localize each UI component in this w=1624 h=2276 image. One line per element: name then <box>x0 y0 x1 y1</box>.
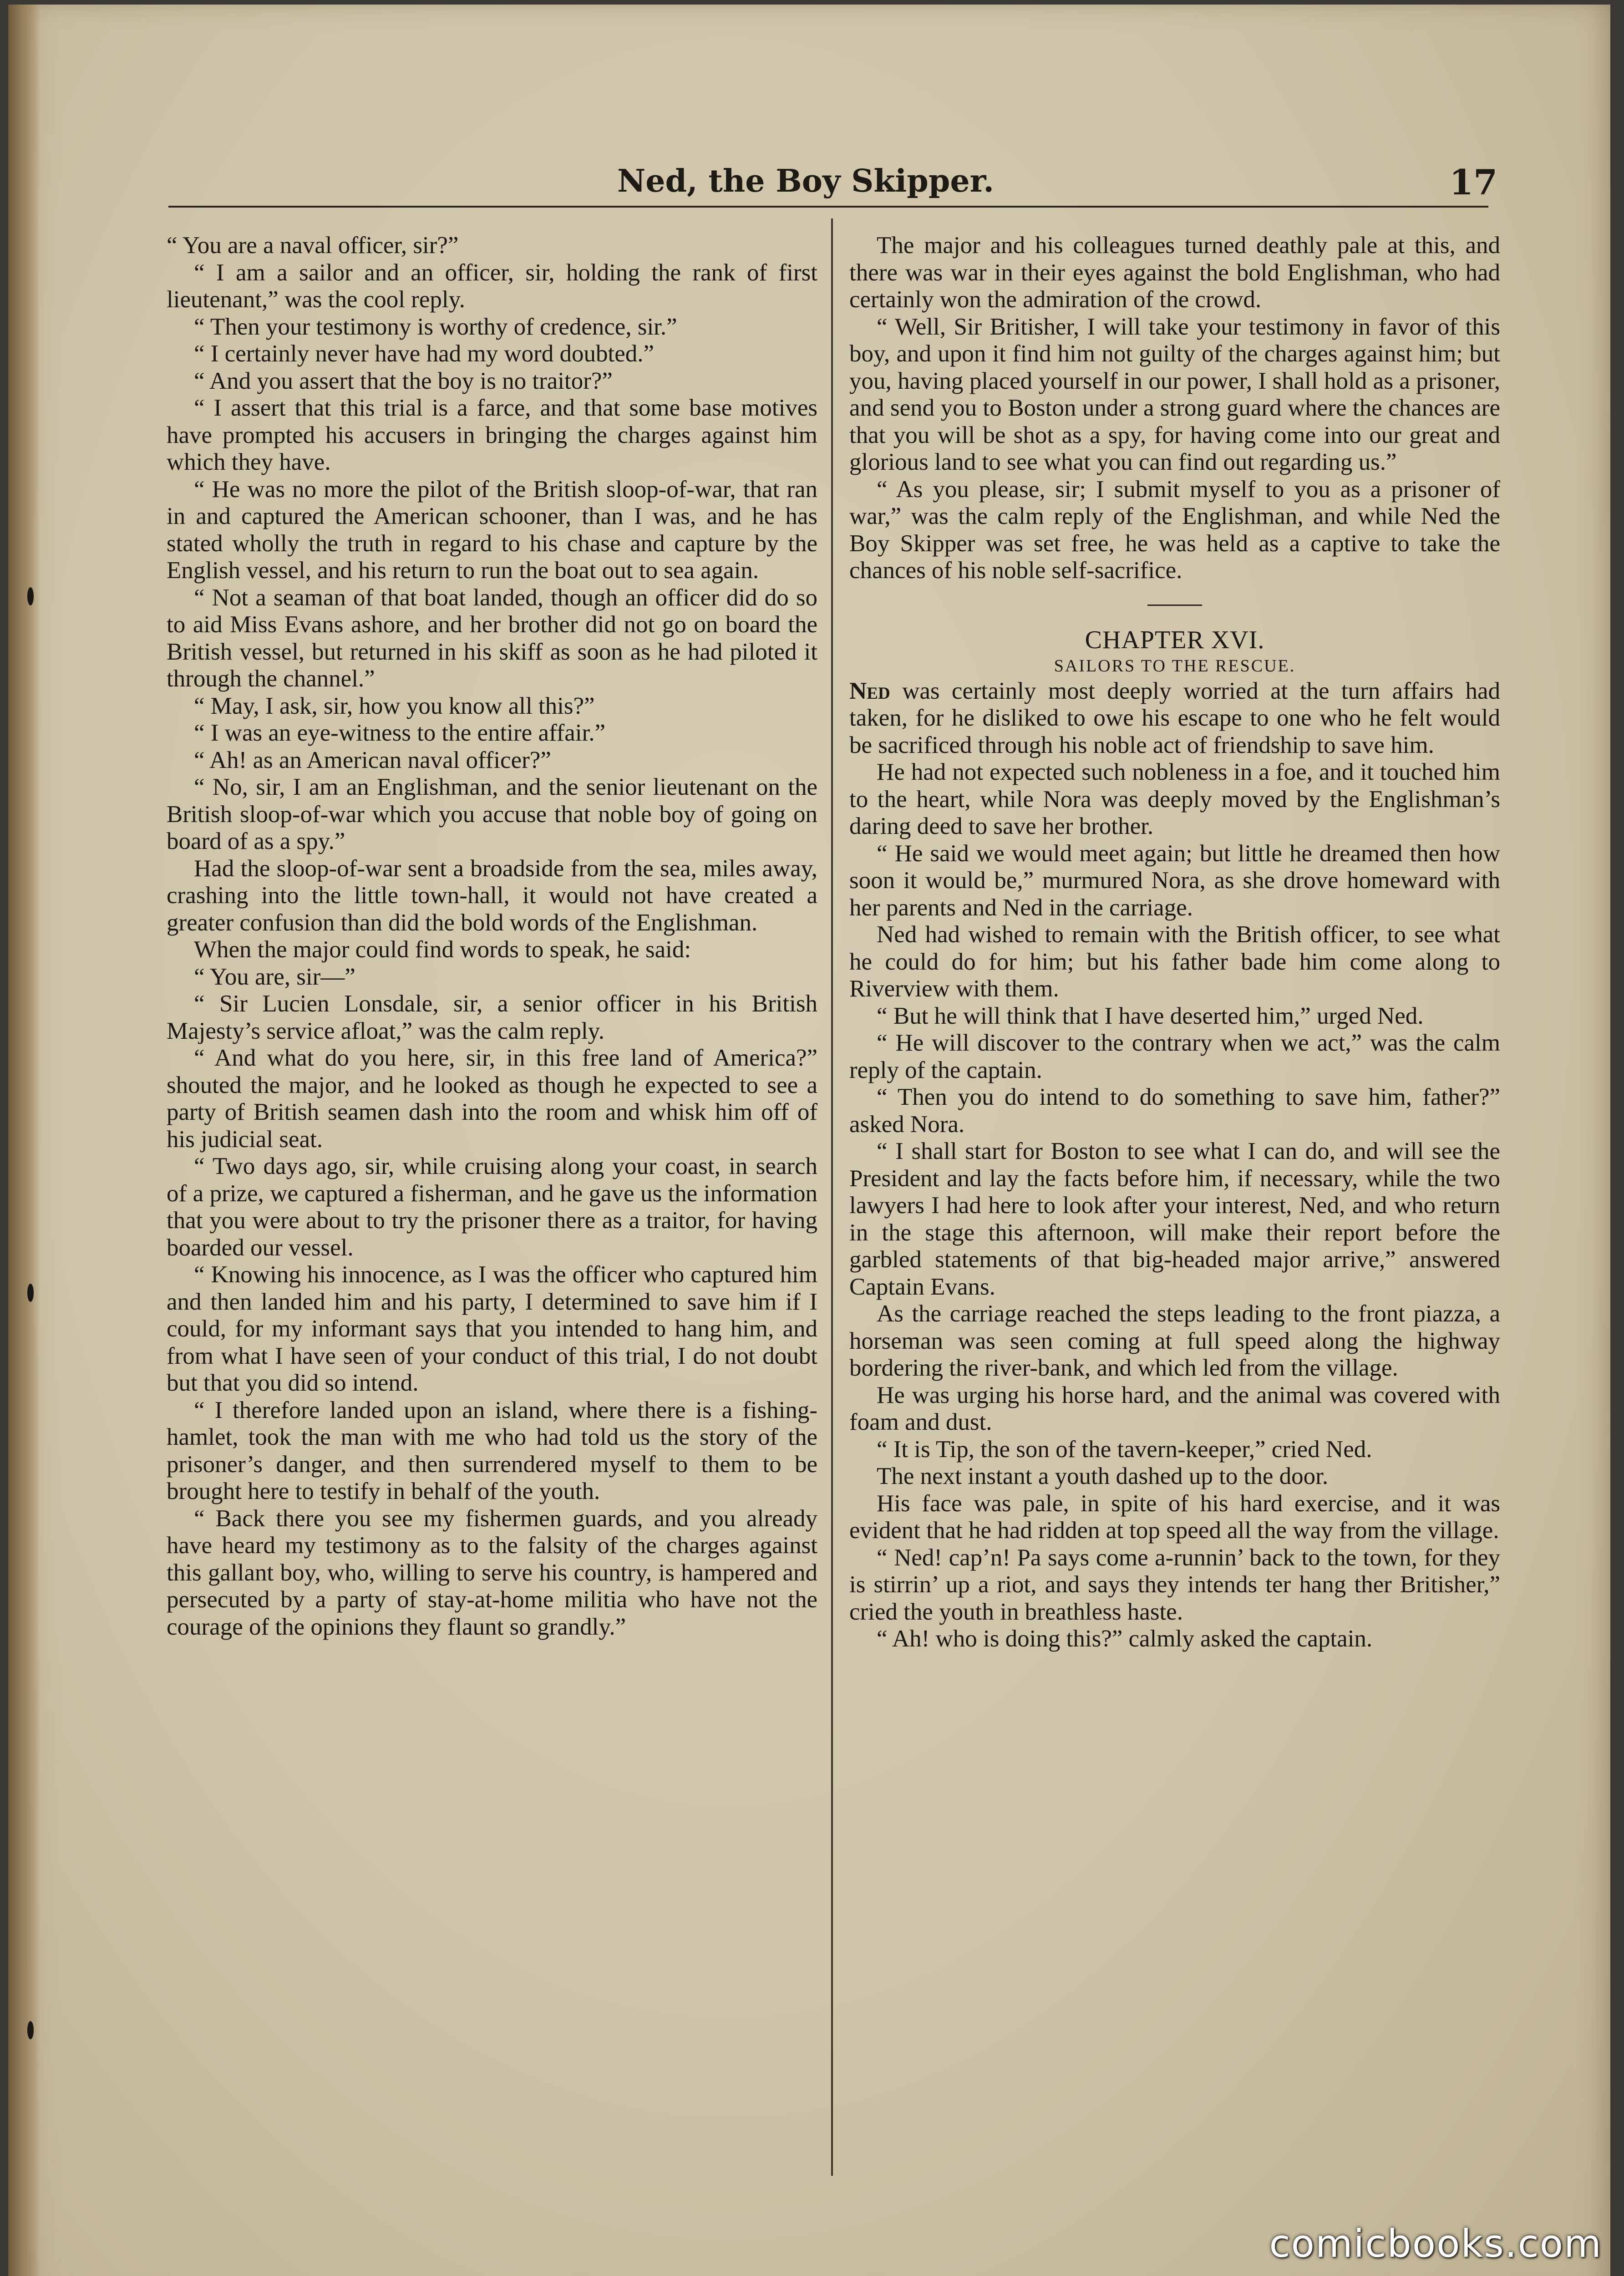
paragraph: “ Back there you see my fishermen guards, and you already have heard my testimony as to the falsity of the charges against this gallant boy, who, willing to serve his country, is hampered and persecuted by a party of stay-at-home militia who have not the courage of the opinions they flaunt so grandly.” <box>167 1505 817 1640</box>
paragraph: “ No, sir, I am an Englishman, and the senior lieutenant on the British sloop-of-war which you accuse that noble boy of going on board of as a spy.” <box>167 774 817 854</box>
paragraph: Ned had wished to remain with the British officer, to see what he could do for him; but his father bade him come along to Riverview with them. <box>849 921 1500 1002</box>
paragraph: “ Knowing his innocence, as I was the officer who captured him and then landed him and his party, I determined to save him if I could, for my informant says that you intended to hang him, and from what I have seen of your conduct of this trial, I do not doubt but that you did so intend. <box>167 1261 817 1396</box>
paragraph: “ Ned! cap’n! Pa says come a-runnin’ back to the town, for they is stirrin’ up a riot, and says they intends ter hang ther Britisher,” cried the youth in breathless haste. <box>849 1544 1500 1625</box>
paragraph: The major and his colleagues turned deathly pale at this, and there was war in their eyes against the bold Englishman, who had certainly won the admiration of the crowd. <box>849 232 1500 313</box>
watermark: comicbooks.com <box>1269 2221 1602 2266</box>
paragraph: When the major could find words to speak, he said: <box>194 936 691 963</box>
right-column <box>849 232 1500 1653</box>
paragraph: “ I was an eye-witness to the entire affair.” <box>194 720 606 746</box>
paragraph: “ He will discover to the contrary when we act,” was the calm reply of the captain. <box>849 1030 1500 1083</box>
paragraph: “ Then you do intend to do something to save him, father?” asked Nora. <box>849 1084 1500 1138</box>
chapter-first-paragraph <box>849 678 1500 759</box>
paragraph: “ Then your testimony is worthy of credence, sir.” <box>194 313 677 340</box>
paragraph: The next instant a youth dashed up to the door. <box>877 1463 1329 1489</box>
paragraph: “ As you please, sir; I submit myself to you as a prisoner of war,” was the calm reply of the Englishman, and while Ned the Boy Skipper was set free, he was held as a captive to take the chances of his noble self-sacrifice. <box>849 476 1500 584</box>
paragraph: “ I am a sailor and an officer, sir, holding the rank of first lieutenant,” was the cool reply. <box>167 259 817 313</box>
paragraph: “ Well, Sir Britisher, I will take your testimony in favor of this boy, and upon it find him not guilty of the charges against him; but you, having placed yourself in our power, I shall hold as a prisoner, and send you to Boston under a strong guard where the chances are that you will be shot as a spy, for having come into our great and glorious land to see what you can find out regarding us.” <box>849 313 1500 475</box>
column-divider <box>831 218 833 2176</box>
paragraph: “ I therefore landed upon an island, where there is a fishing-hamlet, took the man with me who had told us the story of the prisoner’s danger, and then surrendered myself to them to be brought here to testify in behalf of the youth. <box>167 1397 817 1504</box>
header-rule <box>168 206 1488 208</box>
paragraph: “ And what do you here, sir, in this free land of America?” shouted the major, and he looked as though he expected to see a party of British seamen dash into the room and whisk him off of his judicial seat. <box>167 1045 817 1153</box>
paragraph: “ Ah! who is doing this?” calmly asked the captain. <box>877 1626 1373 1652</box>
paragraph: “ Ah! as an American naval officer?” <box>194 747 551 773</box>
paragraph: “ He said we would meet again; but little he dreamed then how soon it would be,” murmured Nora, as she drove homeward with her parents and Ned in the carriage. <box>849 840 1500 921</box>
left-column <box>167 232 817 1641</box>
paragraph: Had the sloop-of-war sent a broadside from the sea, miles away, crashing into the little town-hall, it would not have created a greater confusion than did the bold words of the Englishman. <box>167 855 817 936</box>
chapter-rule <box>1147 605 1202 606</box>
paragraph: “ I shall start for Boston to see what I can do, and will see the President and lay the facts before him, if necessary, while the two lawyers I had here to look after your interest, Ned, and who return in the stage this afternoon, will make their report before the garbled statements of that big-headed major arrive,” answered Captain Evans. <box>849 1138 1500 1300</box>
chapter-subtitle: SAILORS TO THE RESCUE. <box>1054 656 1296 676</box>
chapter-heading: CHAPTER XVI. <box>1085 625 1265 654</box>
paragraph: “ You are, sir—” <box>194 963 355 990</box>
paragraph: “ Sir Lucien Lonsdale, sir, a senior officer in his British Majesty’s service afloat,” was the calm reply. <box>167 991 817 1044</box>
paragraph: He was urging his horse hard, and the animal was covered with foam and dust. <box>849 1382 1500 1435</box>
paragraph: “ I assert that this trial is a farce, and that some base motives have prompted his accusers in bringing the charges against him which they have. <box>167 395 817 475</box>
paragraph: “ May, I ask, sir, how you know all this?” <box>194 692 595 719</box>
chapter-first-paragraph-text: was certainly most deeply worried at the turn affairs had taken, for he disliked to owe his escape to one who he felt would be sacrificed through his noble act of friendship to save him. <box>849 677 1500 758</box>
binding-mark <box>27 587 34 605</box>
paragraph: As the carriage reached the steps leading to the front piazza, a horseman was seen coming at full speed along the highway bordering the river-bank, and which led from the village. <box>849 1301 1500 1381</box>
binding-mark <box>27 2021 34 2039</box>
paragraph: “ Two days ago, sir, while cruising along your coast, in search of a prize, we captured a fisherman, and he gave us the information that you were about to try the prisoner there as a traitor, for having boarded our vessel. <box>167 1153 817 1261</box>
paragraph: “ He was no more the pilot of the British sloop-of-war, that ran in and captured the American schooner, than I was, and he has stated wholly the truth in regard to his chase and capture by the English vessel, and his return to run the boat out to sea again. <box>167 476 817 584</box>
paragraph: “ But he will think that I have deserted him,” urged Ned. <box>877 1002 1424 1029</box>
paragraph: His face was pale, in spite of his hard exercise, and it was evident that he had ridden at top speed all the way from the village. <box>849 1490 1500 1544</box>
binding-edge <box>8 5 40 2276</box>
binding-mark <box>27 1284 34 1302</box>
running-header-title: Ned, the Boy Skipper. <box>617 163 994 199</box>
paragraph: “ Not a seaman of that boat landed, though an officer did do so to aid Miss Evans ashore, and her brother did not go on board the British vessel, but returned in his skiff as soon as he had piloted it through the channel.” <box>167 584 817 692</box>
page-number: 17 <box>1449 162 1497 203</box>
paragraph: “ I certainly never have had my word doubted.” <box>194 340 655 367</box>
chapter-lead-word: Ned <box>849 677 890 704</box>
paragraph: He had not expected such nobleness in a foe, and it touched him to the heart, while Nora was deeply moved by the Englishman’s daring deed to save her brother. <box>849 759 1500 839</box>
paragraph: “ You are a naval officer, sir?” <box>167 232 459 259</box>
paragraph: “ And you assert that the boy is no traitor?” <box>194 367 613 394</box>
paragraph: “ It is Tip, the son of the tavern-keeper,” cried Ned. <box>877 1436 1372 1463</box>
